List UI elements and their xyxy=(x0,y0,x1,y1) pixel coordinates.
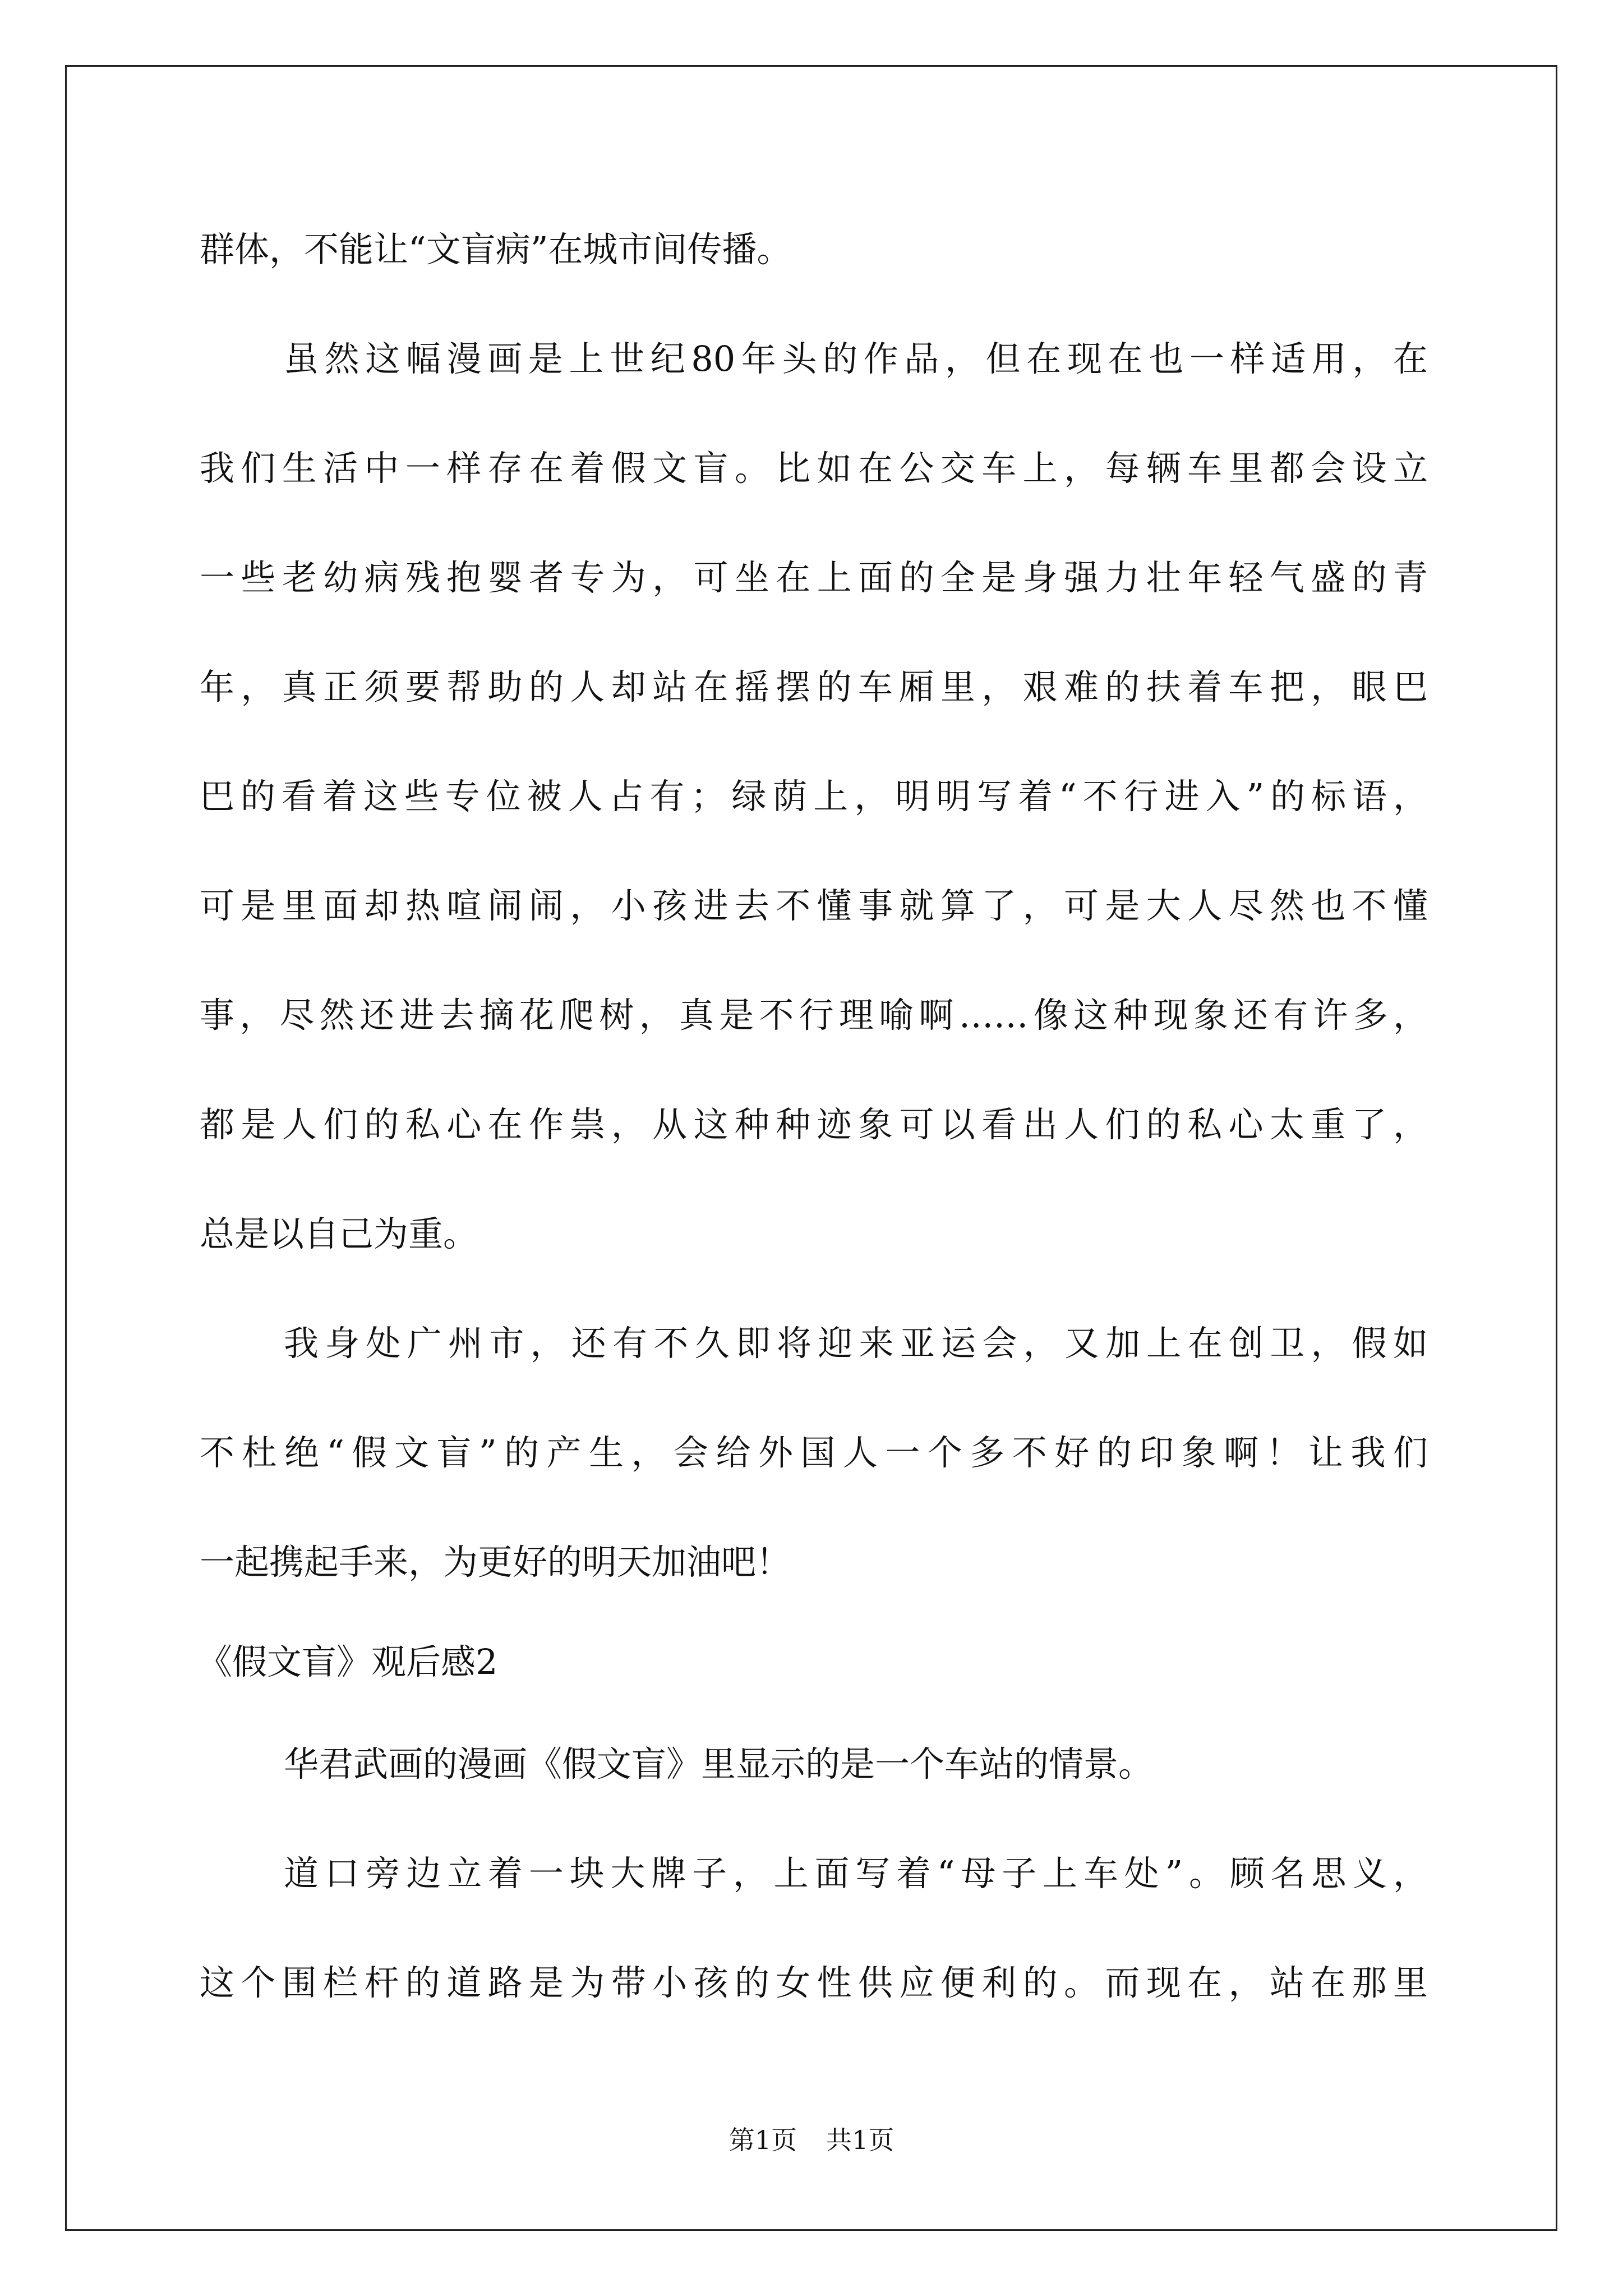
text-line-8: 事，尽然还进去摘花爬树，真是不行理喻啊……像这种现象还有许多， xyxy=(200,995,1428,1036)
page-number: 第1页 xyxy=(728,2125,797,2155)
page-footer xyxy=(0,2123,1623,2157)
text-line-10: 总是以自己为重。 xyxy=(200,1213,478,1254)
text-line-13: 一起携起手来，为更好的明天加油吧！ xyxy=(200,1542,791,1582)
text-line-15: 华君武画的漫画《假文盲》里显示的是一个车站的情景。 xyxy=(284,1743,1154,1784)
text-line-7: 可是里面却热喧闹闹，小孩进去不懂事就算了，可是大人尽然也不懂 xyxy=(200,885,1428,926)
text-line-17: 这个围栏杆的道路是为带小孩的女性供应便利的。而现在，站在那里 xyxy=(200,1962,1428,2003)
text-line-4: 一些老幼病残抱婴者专为，可坐在上面的全是身强力壮年轻气盛的青 xyxy=(200,557,1428,598)
text-line-1: 群体，不能让“文盲病”在城市间传播。 xyxy=(200,229,792,270)
text-line-9: 都是人们的私心在作祟，从这种种迹象可以看出人们的私心太重了， xyxy=(200,1104,1428,1145)
text-line-16: 道口旁边立着一块大牌子，上面写着“母子上车处”。顾名思义， xyxy=(284,1853,1428,1894)
text-line-2: 虽然这幅漫画是上世纪80年头的作品，但在现在也一样适用，在 xyxy=(284,338,1428,379)
text-line-3: 我们生活中一样存在着假文盲。比如在公交车上，每辆车里都会设立 xyxy=(200,448,1428,489)
text-line-5: 年，真正须要帮助的人却站在摇摆的车厢里，艰难的扶着车把，眼巴 xyxy=(200,666,1428,707)
section-title: 《假文盲》观后感2 xyxy=(197,1641,498,1682)
text-line-6: 巴的看着这些专位被人占有；绿荫上，明明写着“不行进入”的标语， xyxy=(200,776,1428,817)
text-line-12: 不杜绝“假文盲”的产生，会给外国人一个多不好的印象啊！让我们 xyxy=(200,1432,1428,1473)
page-total: 共1页 xyxy=(826,2125,895,2155)
text-line-11: 我身处广州市，还有不久即将迎来亚运会，又加上在创卫，假如 xyxy=(284,1323,1428,1364)
